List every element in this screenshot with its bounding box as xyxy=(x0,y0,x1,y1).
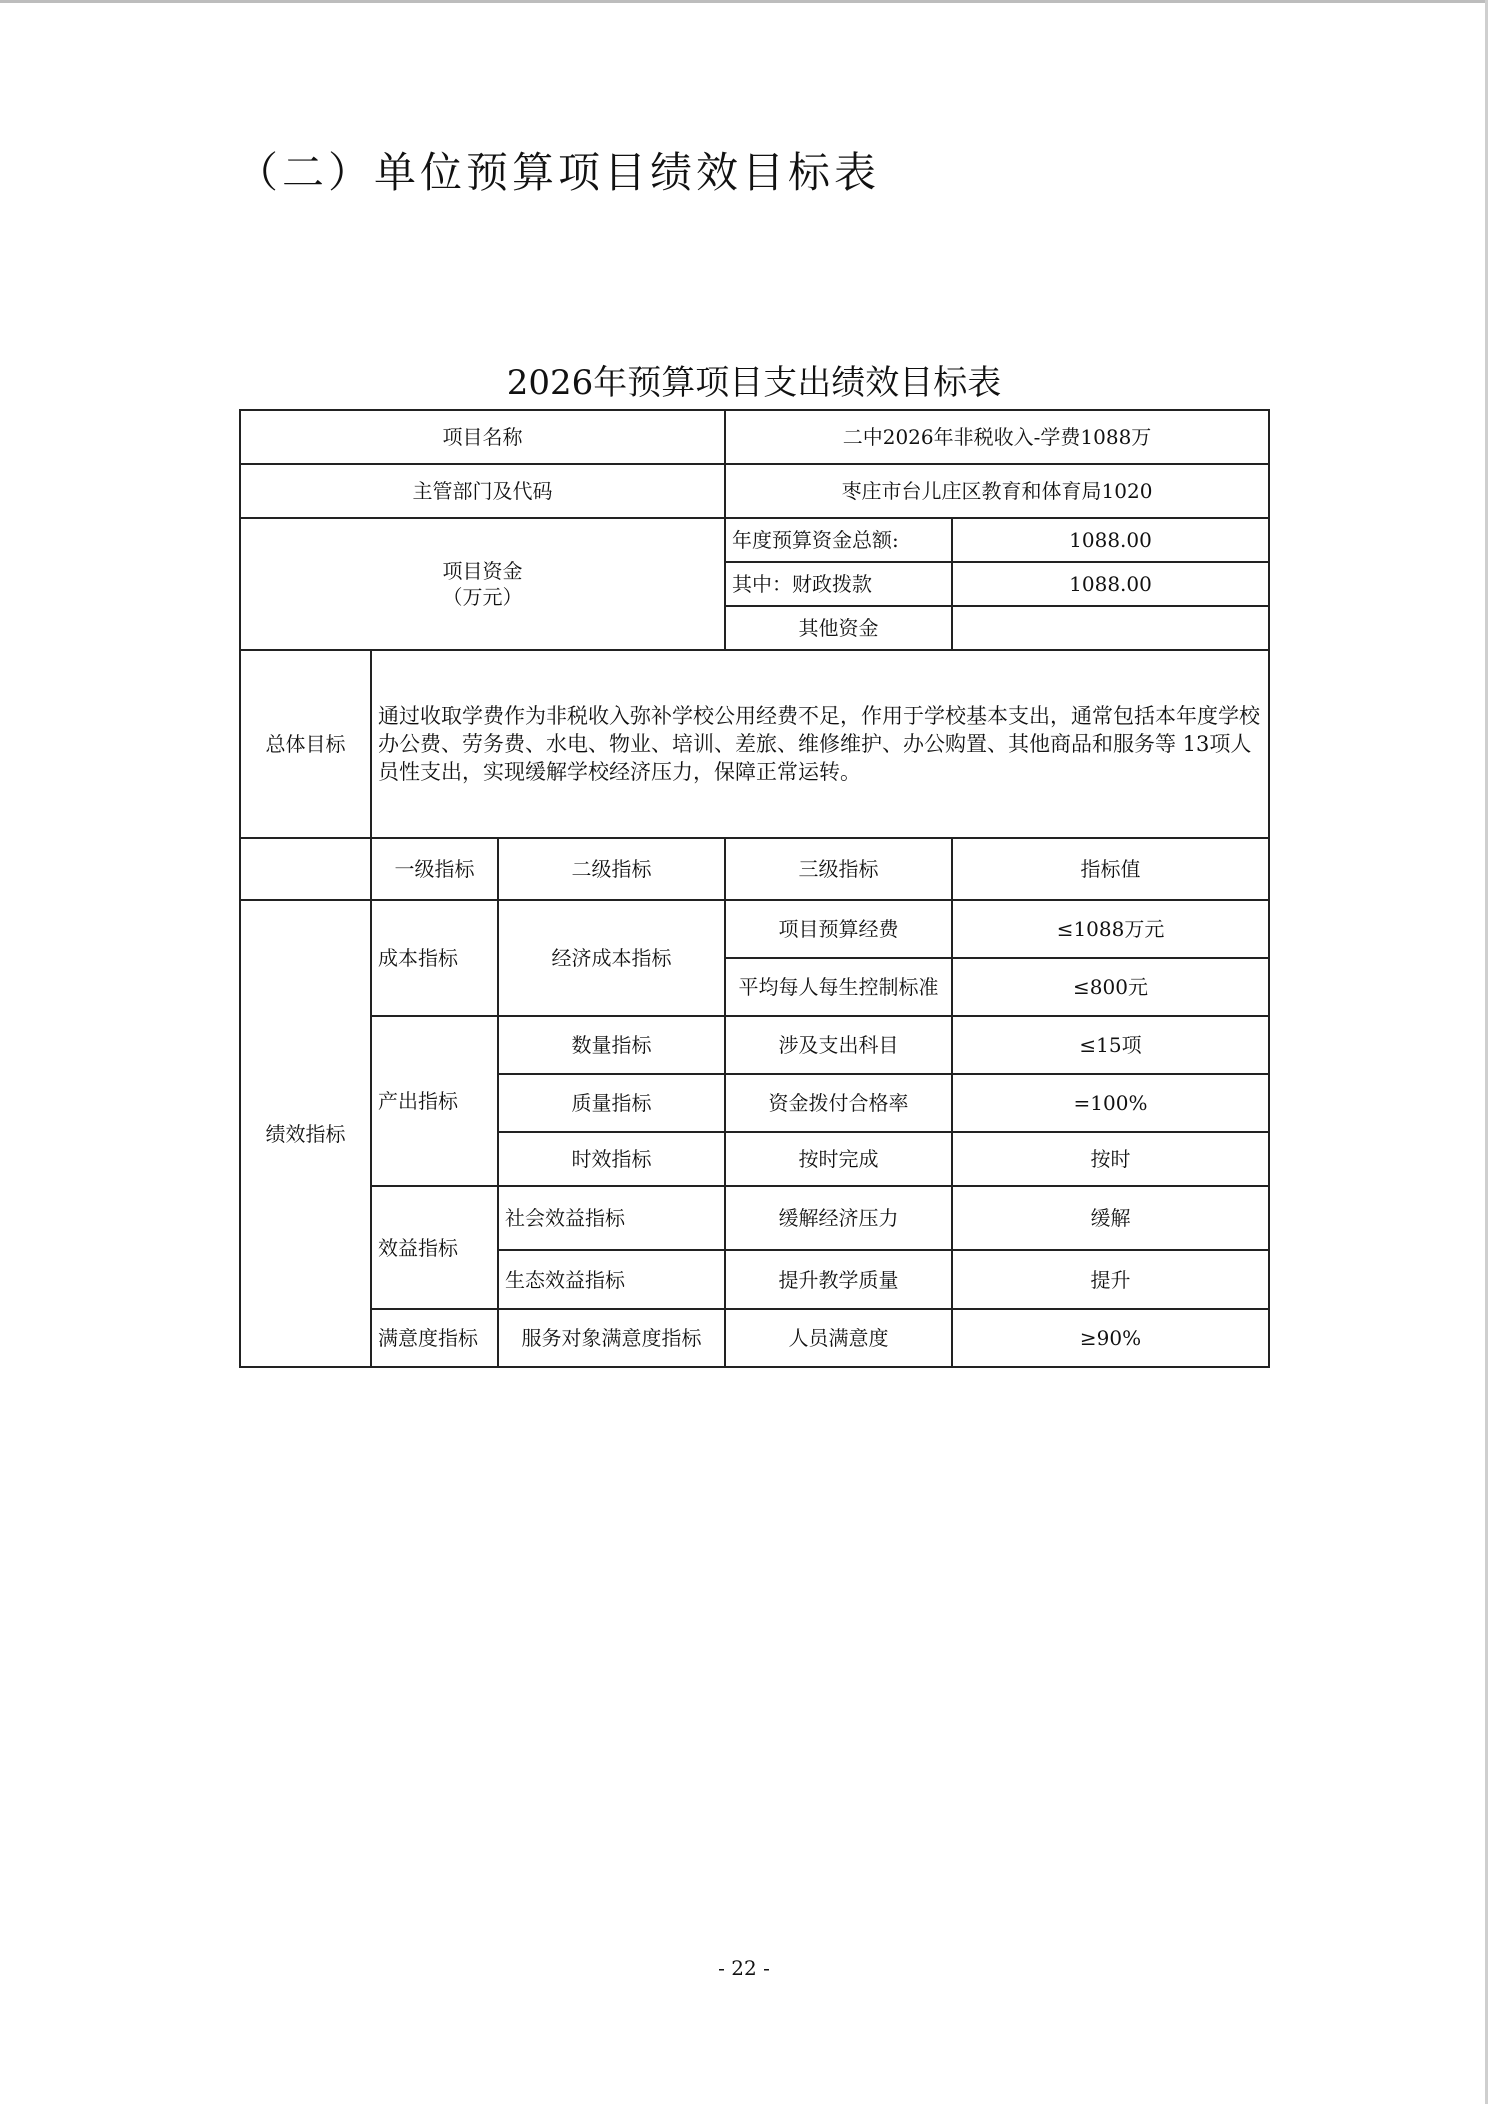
indicator-value: 按时 xyxy=(952,1132,1269,1186)
cost-indicator-level2: 经济成本指标 xyxy=(498,900,725,1016)
department-value: 枣庄市台儿庄区教育和体育局1020 xyxy=(725,464,1269,518)
table-row xyxy=(240,1186,1269,1250)
table-row xyxy=(240,1016,1269,1074)
performance-target-table xyxy=(239,409,1270,1368)
table-row xyxy=(240,518,1269,562)
indicator-value: ≤1088万元 xyxy=(952,900,1269,958)
indicator-level2: 数量指标 xyxy=(498,1016,725,1074)
indicator-level2: 生态效益指标 xyxy=(498,1250,725,1309)
indicator-level3: 平均每人每生控制标准 xyxy=(725,958,952,1016)
header-value: 指标值 xyxy=(952,838,1269,900)
indicator-level3: 缓解经济压力 xyxy=(725,1186,952,1250)
section-heading: （二）单位预算项目绩效目标表 xyxy=(236,148,881,197)
indicator-level3: 按时完成 xyxy=(725,1132,952,1186)
header-level2: 二级指标 xyxy=(498,838,725,900)
indicator-level3: 提升教学质量 xyxy=(725,1250,952,1309)
indicator-level3: 涉及支出科目 xyxy=(725,1016,952,1074)
top-edge-rule xyxy=(0,0,1488,3)
cost-indicator-level1: 成本指标 xyxy=(371,900,498,1016)
satisfaction-indicator-level2: 服务对象满意度指标 xyxy=(498,1309,725,1367)
overall-goal-text: 通过收取学费作为非税收入弥补学校公用经费不足，作用于学校基本支出，通常包括本年度学校办公费、劳务费、水电、物业、培训、差旅、维修维护、办公购置、其他商品和服务等 13项人员性支出，实现缓解学校经济压力，保障正常运转。 xyxy=(371,650,1269,838)
table-row xyxy=(240,650,1269,838)
indicator-value: 提升 xyxy=(952,1250,1269,1309)
satisfaction-indicator-level3: 人员满意度 xyxy=(725,1309,952,1367)
table-row xyxy=(240,410,1269,464)
indicator-level2: 社会效益指标 xyxy=(498,1186,725,1250)
output-indicator-level1: 产出指标 xyxy=(371,1016,498,1186)
benefit-indicator-level1: 效益指标 xyxy=(371,1186,498,1309)
performance-indicators-label: 绩效指标 xyxy=(240,900,371,1367)
indicator-value: ≤15项 xyxy=(952,1016,1269,1074)
header-level1: 一级指标 xyxy=(371,838,498,900)
other-funds-value xyxy=(952,606,1269,650)
project-name-label: 项目名称 xyxy=(240,410,725,464)
project-funds-label xyxy=(240,518,725,650)
annual-total-value: 1088.00 xyxy=(952,518,1269,562)
fiscal-appropriation-value: 1088.00 xyxy=(952,562,1269,606)
funds-unit: （万元） xyxy=(442,585,523,609)
table-title: 2026年预算项目支出绩效目标表 xyxy=(506,363,1002,403)
table-header-row xyxy=(240,838,1269,900)
indicator-level2: 时效指标 xyxy=(498,1132,725,1186)
indicator-value: =100% xyxy=(952,1074,1269,1132)
table-row xyxy=(240,464,1269,518)
department-label: 主管部门及代码 xyxy=(240,464,725,518)
table-row xyxy=(240,1309,1269,1367)
indicator-level3: 项目预算经费 xyxy=(725,900,952,958)
indicator-level3: 资金拨付合格率 xyxy=(725,1074,952,1132)
fiscal-appropriation-label: 其中：财政拨款 xyxy=(725,562,952,606)
overall-goal-label: 总体目标 xyxy=(240,650,371,838)
header-blank xyxy=(240,838,371,900)
project-name-value: 二中2026年非税收入-学费1088万 xyxy=(725,410,1269,464)
satisfaction-indicator-value: ≥90% xyxy=(952,1309,1269,1367)
page-number: - 22 - xyxy=(718,1956,770,1980)
satisfaction-indicator-level1: 满意度指标 xyxy=(371,1309,498,1367)
header-level3: 三级指标 xyxy=(725,838,952,900)
annual-total-label: 年度预算资金总额: xyxy=(725,518,952,562)
table-row xyxy=(240,900,1269,958)
funds-label: 项目资金 xyxy=(442,559,523,583)
other-funds-label: 其他资金 xyxy=(725,606,952,650)
indicator-value: 缓解 xyxy=(952,1186,1269,1250)
indicator-value: ≤800元 xyxy=(952,958,1269,1016)
indicator-level2: 质量指标 xyxy=(498,1074,725,1132)
